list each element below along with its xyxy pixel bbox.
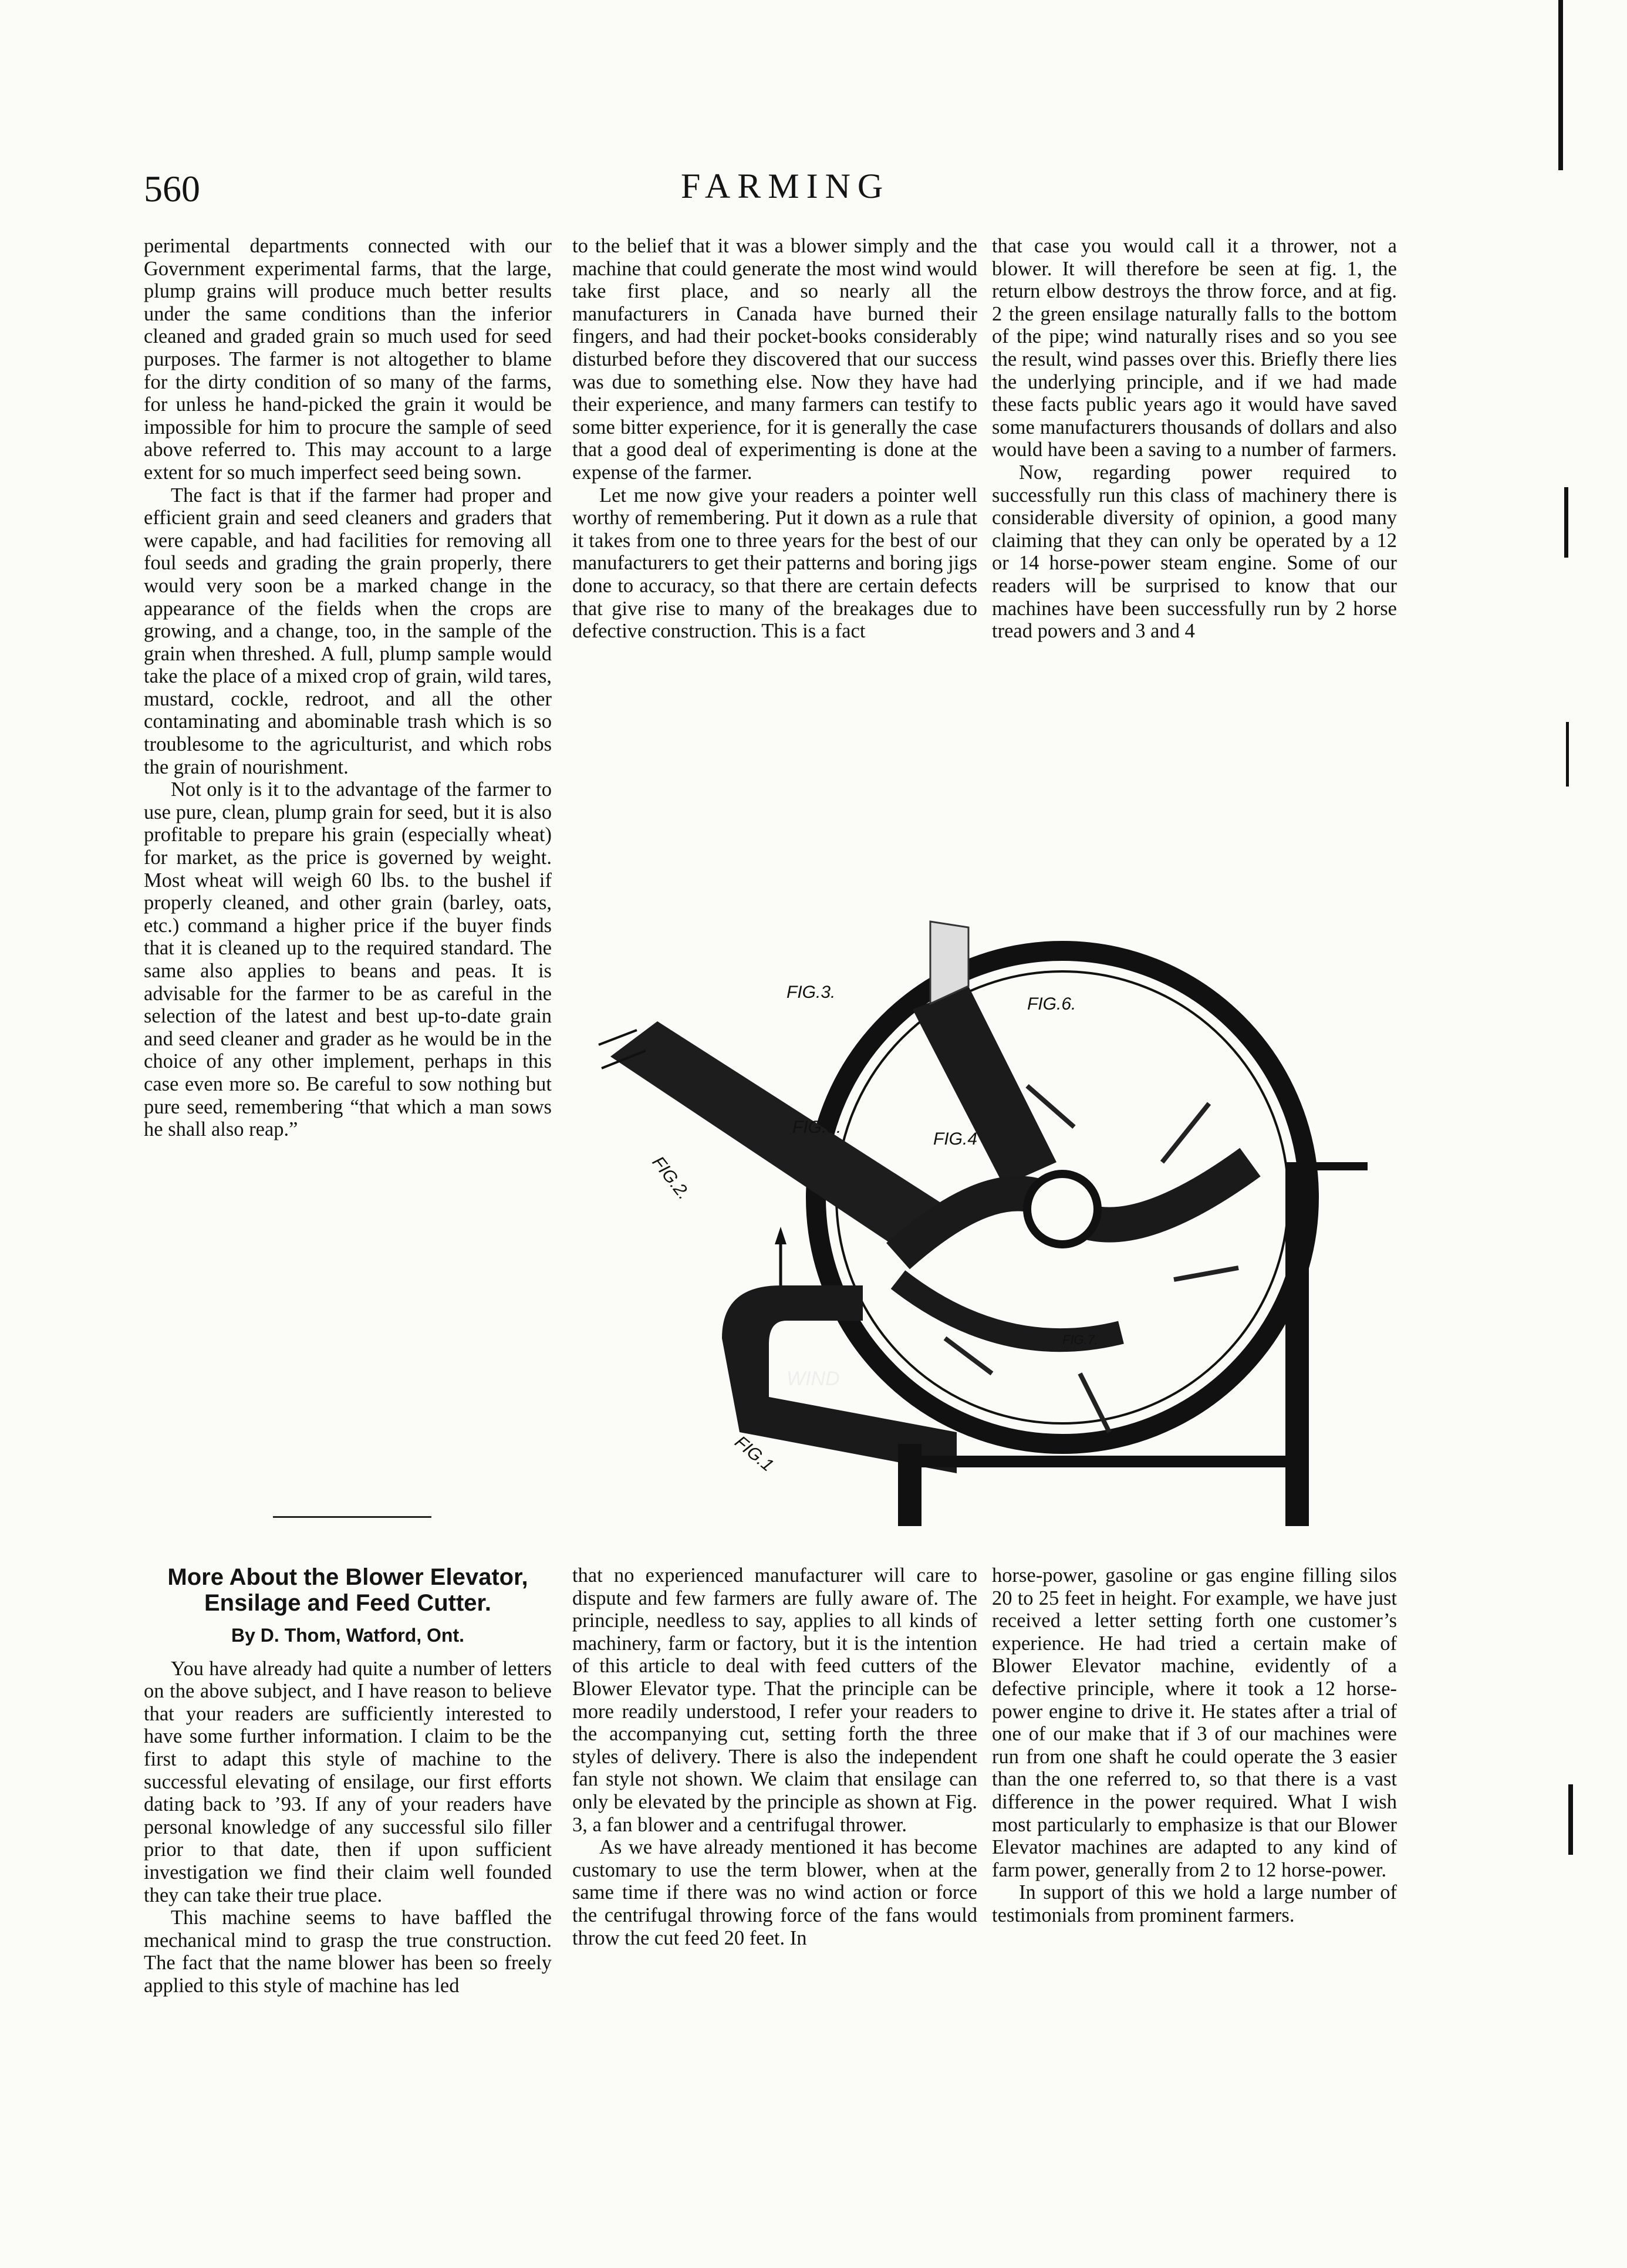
- fan-arm: [898, 1280, 1121, 1340]
- article-title: More About the Blower Elevator, Ensilage and Feed Cutter.: [167, 1564, 528, 1616]
- page-number: 560: [144, 168, 200, 210]
- fig-label: FIG.1: [731, 1432, 778, 1476]
- fan-paddle: [1162, 1103, 1209, 1162]
- paragraph: horse-power, gasoline or gas engine filling silos 20 to 25 feet in height. For example, we have just received a letter setting forth one customer’s experience. He had tried a certain make of Blower Elevator machine, evidently of a defective principle, where it took a 12 horse-power engine to drive it. He states after a trial of one of our make that if 3 of our machines were run from one shaft he could operate the 3 easier than the one referred to, so that there is a vast difference in the power required. What I wish most particularly to emphasize is that our Blower Elevator machines are adapted to any kind of farm power, generally from 2 to 12 horse-power.: [992, 1564, 1397, 1881]
- fig2-angled-pipe: [610, 1021, 951, 1256]
- fig3-delivery-pipe: [913, 986, 1056, 1186]
- frame-base: [898, 1456, 1309, 1467]
- paragraph: to the belief that it was a blower simply and the machine that could generate the most wind would take first place, and so nearly all the manufacturers in Canada have burned their fingers, and had their pocket-books considerably disturbed before they discovered that our success was due to something else. Now they have had their experience, and many farmers can testify to some bitter experience, for it is generally the case that a good deal of experimenting is done at the expense of the farmer.: [572, 235, 977, 484]
- fig-label: FIG.4: [933, 1129, 978, 1149]
- frame-bar: [1285, 1162, 1368, 1170]
- paragraph: In support of this we hold a large number of testimonials from prominent farmers.: [992, 1881, 1397, 1926]
- up-arrow-head: [775, 1227, 787, 1244]
- paragraph: The fact is that if the farmer had proper and efficient grain and seed cleaners and graders that were capable, and had facilities for removing all foul seeds and grading the grain properly, there would very soon be a marked change in the appearance of the fields when the crops are growing, and a change, too, in the sample of the grain when threshed. A full, plump sample would take the place of a mixed crop of grain, wild tares, mustard, cockle, redroot, and all the other contaminating and abominable trash which is so troublesome to the agriculturist, and which robs the grain of nourishment.: [144, 484, 552, 778]
- fan-paddle: [945, 1338, 992, 1373]
- paragraph: Not only is it to the advantage of the farmer to use pure, clean, plump grain for seed, but it is also profitable to prepare his grain (especially wheat) for market, as the price is governed by weight. Most wheat will weigh 60 lbs. to the bushel if properly cleaned, and other grain (barley, oats, etc.) command a higher price if the buyer finds that it is cleaned up to the required standard. The same also applies to beans and peas. It is advisable for the farmer to be as careful in the selection of the latest and best up-to-date grain and seed cleaner and grader as he would be in the choice of any other implement, perhaps in this case even more so. Be careful to sow nothing but pure seed, remembering “that which a man sows he shall also reap.”: [144, 778, 552, 1141]
- fig-label: FIG.2.: [648, 1152, 694, 1203]
- paragraph: that no experienced manufacturer will care to dispute and few farmers are fully aware of. The principle, needless to say, applies to all kinds of machinery, farm or factory, but it is the intention of this article to deal with feed cutters of the Blower Elevator type. That the principle can be more readily understood, I refer your readers to the accompanying cut, setting forth the three styles of delivery. There is also the independent fan style not shown. We claim that ensilage can only be elevated by the principle as shown at Fig. 3, a fan blower and a centrifugal thrower.: [572, 1564, 977, 1836]
- frame-leg: [1285, 1162, 1309, 1526]
- paragraph: Let me now give your readers a pointer well worthy of remembering. Put it down as a rule that it takes from one to three years for the best of our manufacturers to get their patterns and boring jigs done to accuracy, so that there are certain defects that give rise to many of the breakages due to defective construction. This is a fact: [572, 484, 977, 643]
- running-head: FARMING: [681, 167, 890, 205]
- column-4: [144, 1564, 552, 1997]
- blower-elevator-illustration: [593, 833, 1373, 1526]
- fig-label: FIG.5.: [792, 1118, 842, 1137]
- fig-label: FIG.6.: [1027, 994, 1076, 1014]
- paragraph: that case you would call it a thrower, not a blower. It will therefore be seen at fig. 1, the return elbow destroys the throw force, and at fig. 2 the green ensilage naturally falls to the bottom of the pipe; wind naturally rises and so you see the result, wind passes over this. Briefly there lies the underlying principle, and if we had made these facts public years ago it would have saved some manufacturers thousands of dollars and also would have been a saving to a number of farmers.: [992, 235, 1397, 461]
- paragraph: You have already had quite a number of letters on the above subject, and I have reason to believe that your readers are sufficiently interested to have some further information. I claim to be the first to adapt this style of machine to the successful elevating of ensilage, our first efforts dating back to ’93. If any of your readers have personal knowledge of any successful silo filler prior to that date, then if upon sufficient investigation we find their claim well founded they can take their true place.: [144, 1657, 552, 1906]
- fan-paddle: [1174, 1268, 1238, 1280]
- page-edge-mark: [1568, 1784, 1573, 1855]
- column-2: [572, 235, 977, 643]
- paragraph: This machine seems to have baffled the mechanical mind to grasp the true construction. The fact that the name blower has been so freely applied to this style of machine has led: [144, 1906, 552, 1997]
- article-byline: By D. Thom, Watford, Ont.: [231, 1625, 464, 1646]
- column-5: [572, 1564, 977, 1949]
- page-edge-mark: [1564, 487, 1568, 558]
- column-6: [992, 1564, 1397, 1927]
- section-divider: [273, 1516, 431, 1518]
- column-1: [144, 235, 552, 1141]
- fan-hub: [1027, 1174, 1098, 1244]
- fig-label: FIG.7.: [1062, 1332, 1099, 1347]
- page-edge-mark: [1558, 0, 1563, 170]
- fig-label: WIND: [787, 1368, 840, 1390]
- column-3: [992, 235, 1397, 643]
- page-edge-mark: [1566, 722, 1569, 787]
- paragraph: Now, regarding power required to successfully run this class of machinery there is considerable diversity of opinion, a good many claiming that they can only be operated by a 12 or 14 horse-power steam engine. Some of our readers will be surprised to know that our machines have been successfully run by 2 horse tread powers and 3 and 4: [992, 461, 1397, 643]
- paragraph: As we have already mentioned it has become customary to use the term blower, when at the same time if there was no wind action or force the centrifugal throwing force of the fans would throw the cut feed 20 feet. In: [572, 1836, 977, 1949]
- paragraph: perimental departments connected with our Government experimental farms, that the large, plump grains will produce much better results under the same conditions than the inferior cleaned and graded grain so much used for seed purposes. The farmer is not altogether to blame for the dirty condition of so many of the farms, for unless he hand-picked the grain it would be impossible for him to procure the sample of seed above referred to. This may account to a large extent for so much imperfect seed being sown.: [144, 235, 552, 484]
- fig-label: FIG.3.: [787, 983, 836, 1002]
